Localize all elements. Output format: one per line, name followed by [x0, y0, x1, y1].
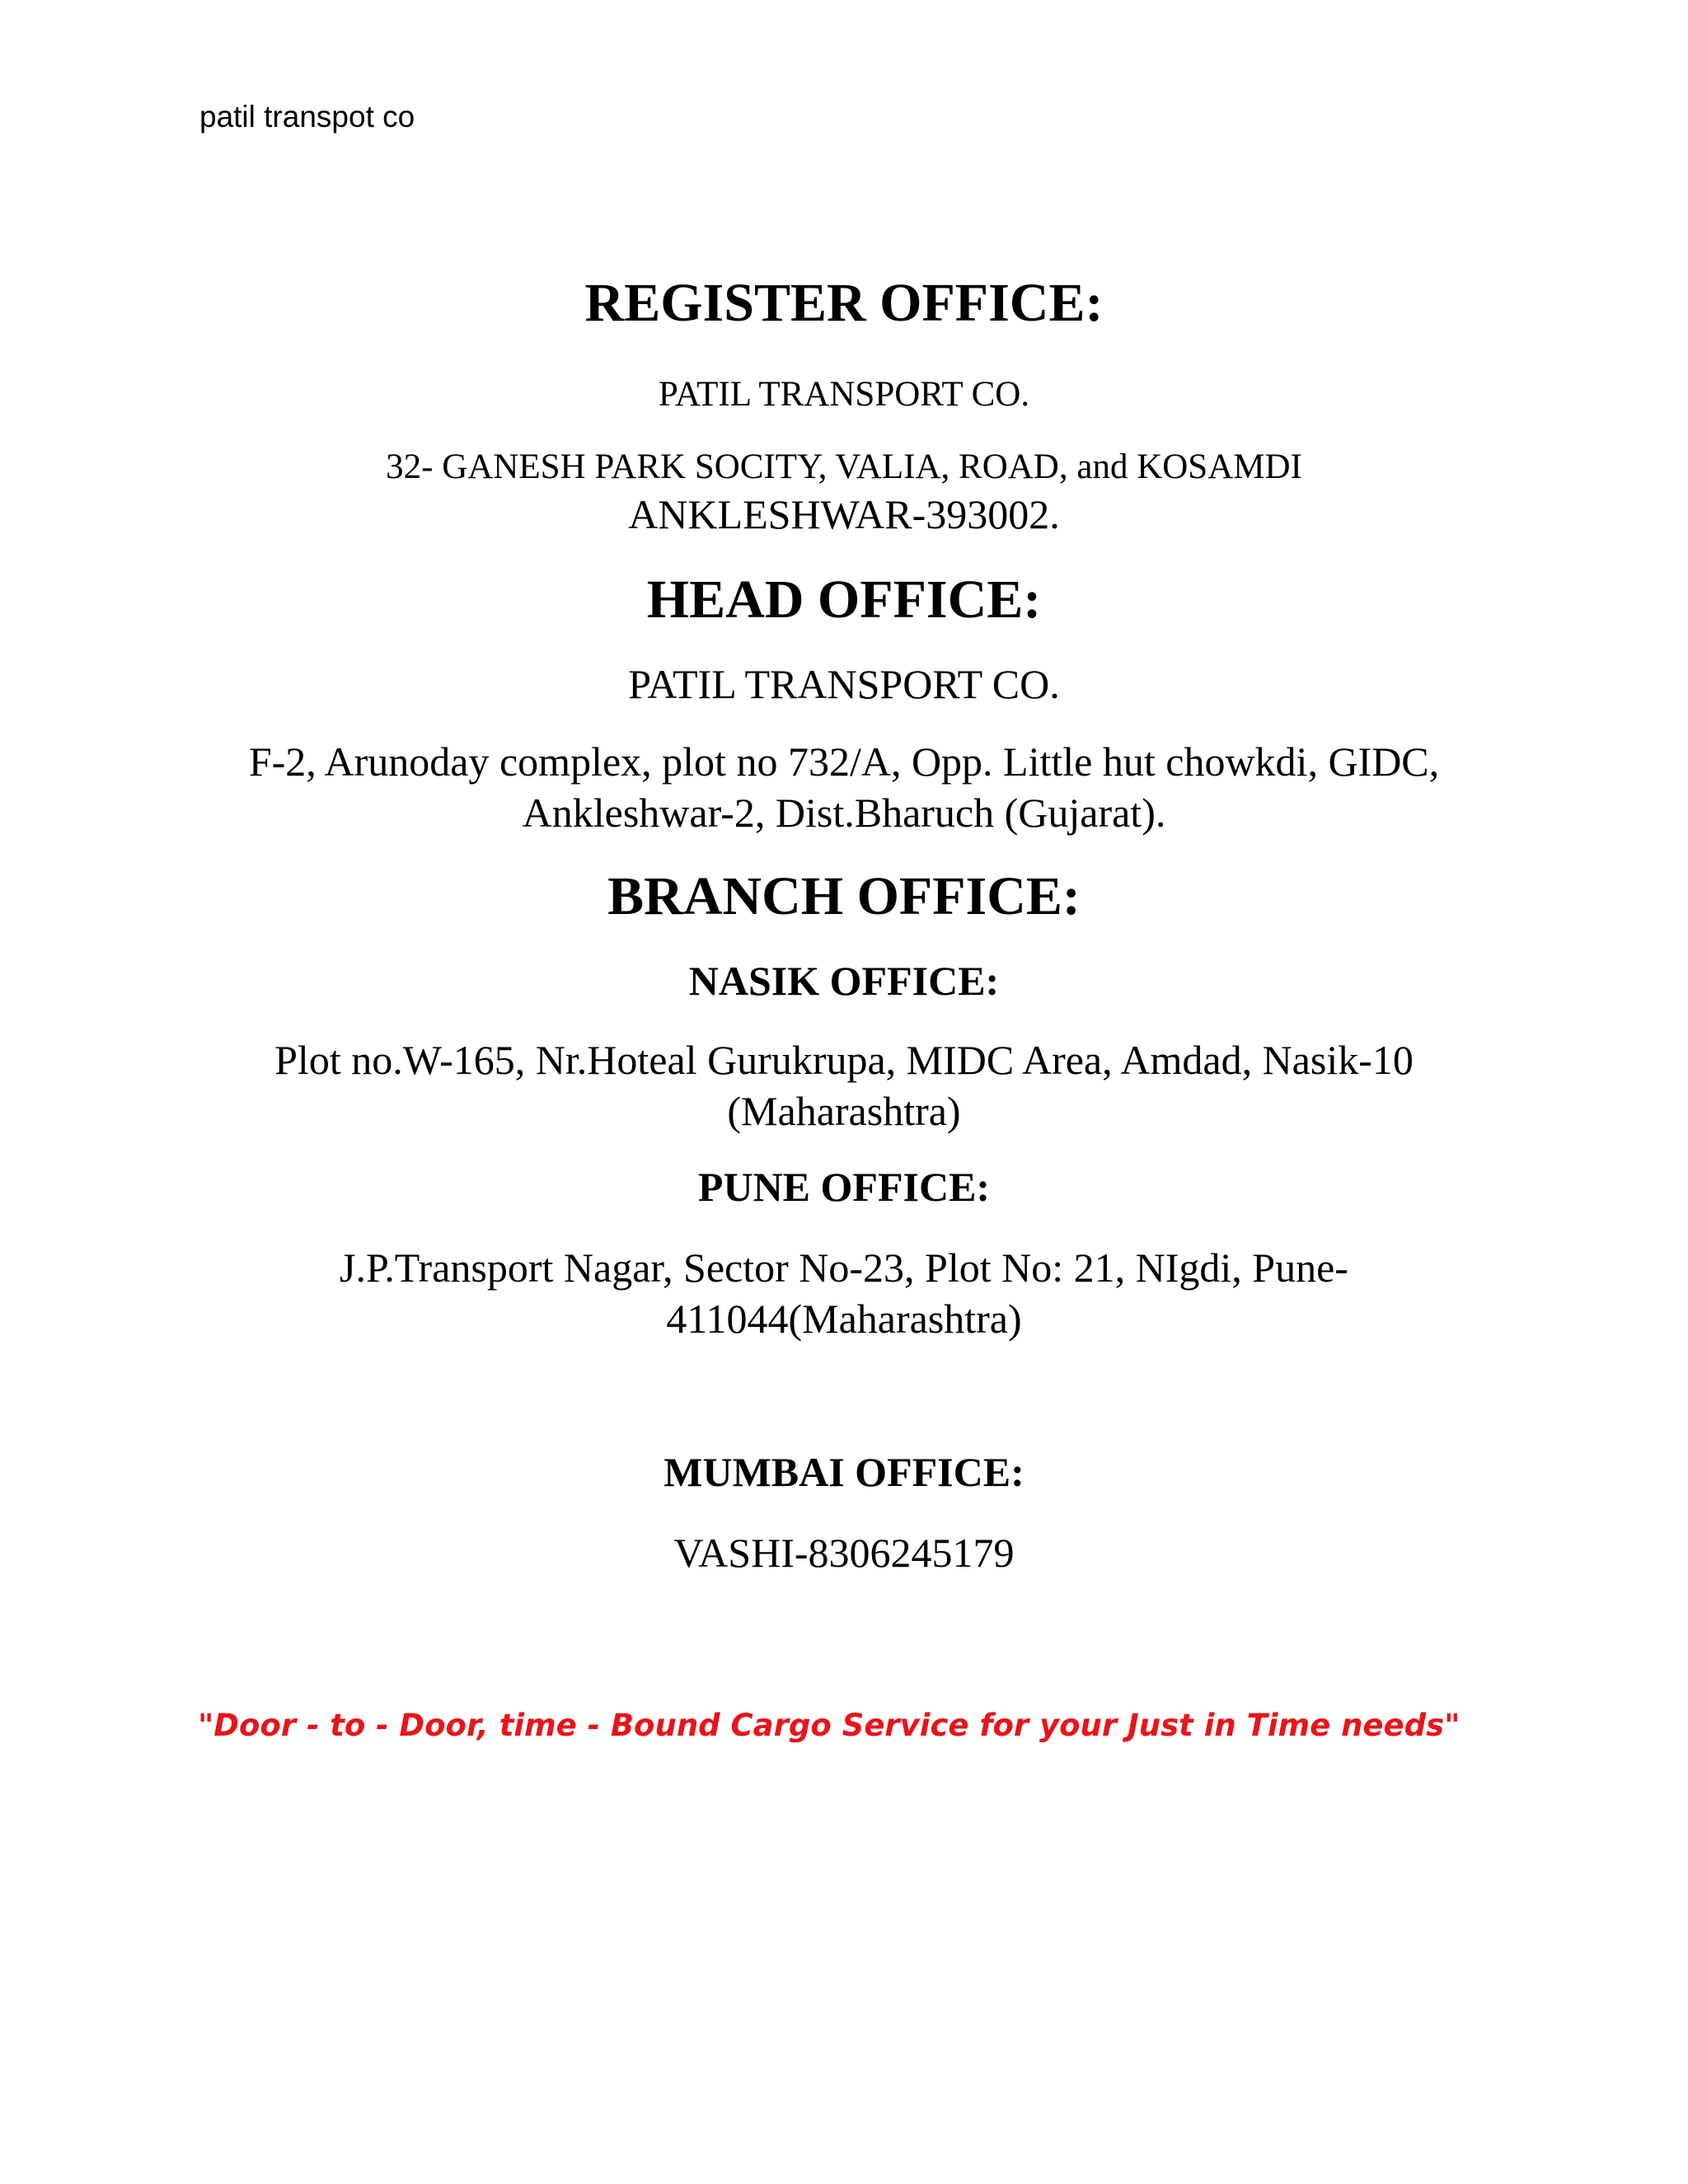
header-note: patil transpot co [199, 100, 415, 134]
register-office-heading: REGISTER OFFICE: [584, 273, 1104, 333]
branch-office-heading: BRANCH OFFICE: [607, 866, 1081, 926]
nasik-office-address-line1: Plot no.W-165, Nr.Hoteal Gurukrupa, MIDC Area, Amdad, Nasik-10 [274, 1037, 1414, 1083]
head-office-company: PATIL TRANSPORT CO. [628, 661, 1060, 707]
pune-office-heading: PUNE OFFICE: [697, 1164, 991, 1210]
register-office-address-line1: 32- GANESH PARK SOCITY, VALIA, ROAD, and KOSAMDI [386, 448, 1302, 486]
pune-office-address-line2: 411044(Maharashtra) [666, 1296, 1022, 1342]
mumbai-office-address: VASHI-8306245179 [673, 1530, 1015, 1576]
head-office-address-line1: F-2, Arunoday complex, plot no 732/A, Opp. Little hut chowkdi, GIDC, [248, 738, 1440, 785]
tagline: "Door - to - Door, time - Bound Cargo Service for your Just in Time needs" [198, 1708, 1461, 1743]
pune-office-address-line1: J.P.Transport Nagar, Sector No-23, Plot No: 21, NIgdi, Pune- [340, 1244, 1348, 1291]
nasik-office-heading: NASIK OFFICE: [688, 958, 1000, 1004]
nasik-office-address-line2: (Maharashtra) [727, 1088, 961, 1134]
mumbai-office-heading: MUMBAI OFFICE: [663, 1449, 1025, 1495]
head-office-address-line2: Ankleshwar-2, Dist.Bharuch (Gujarat). [522, 790, 1166, 836]
register-office-address-line2: ANKLESHWAR-393002. [628, 491, 1060, 537]
register-office-company: PATIL TRANSPORT CO. [658, 375, 1030, 414]
head-office-heading: HEAD OFFICE: [646, 569, 1042, 630]
